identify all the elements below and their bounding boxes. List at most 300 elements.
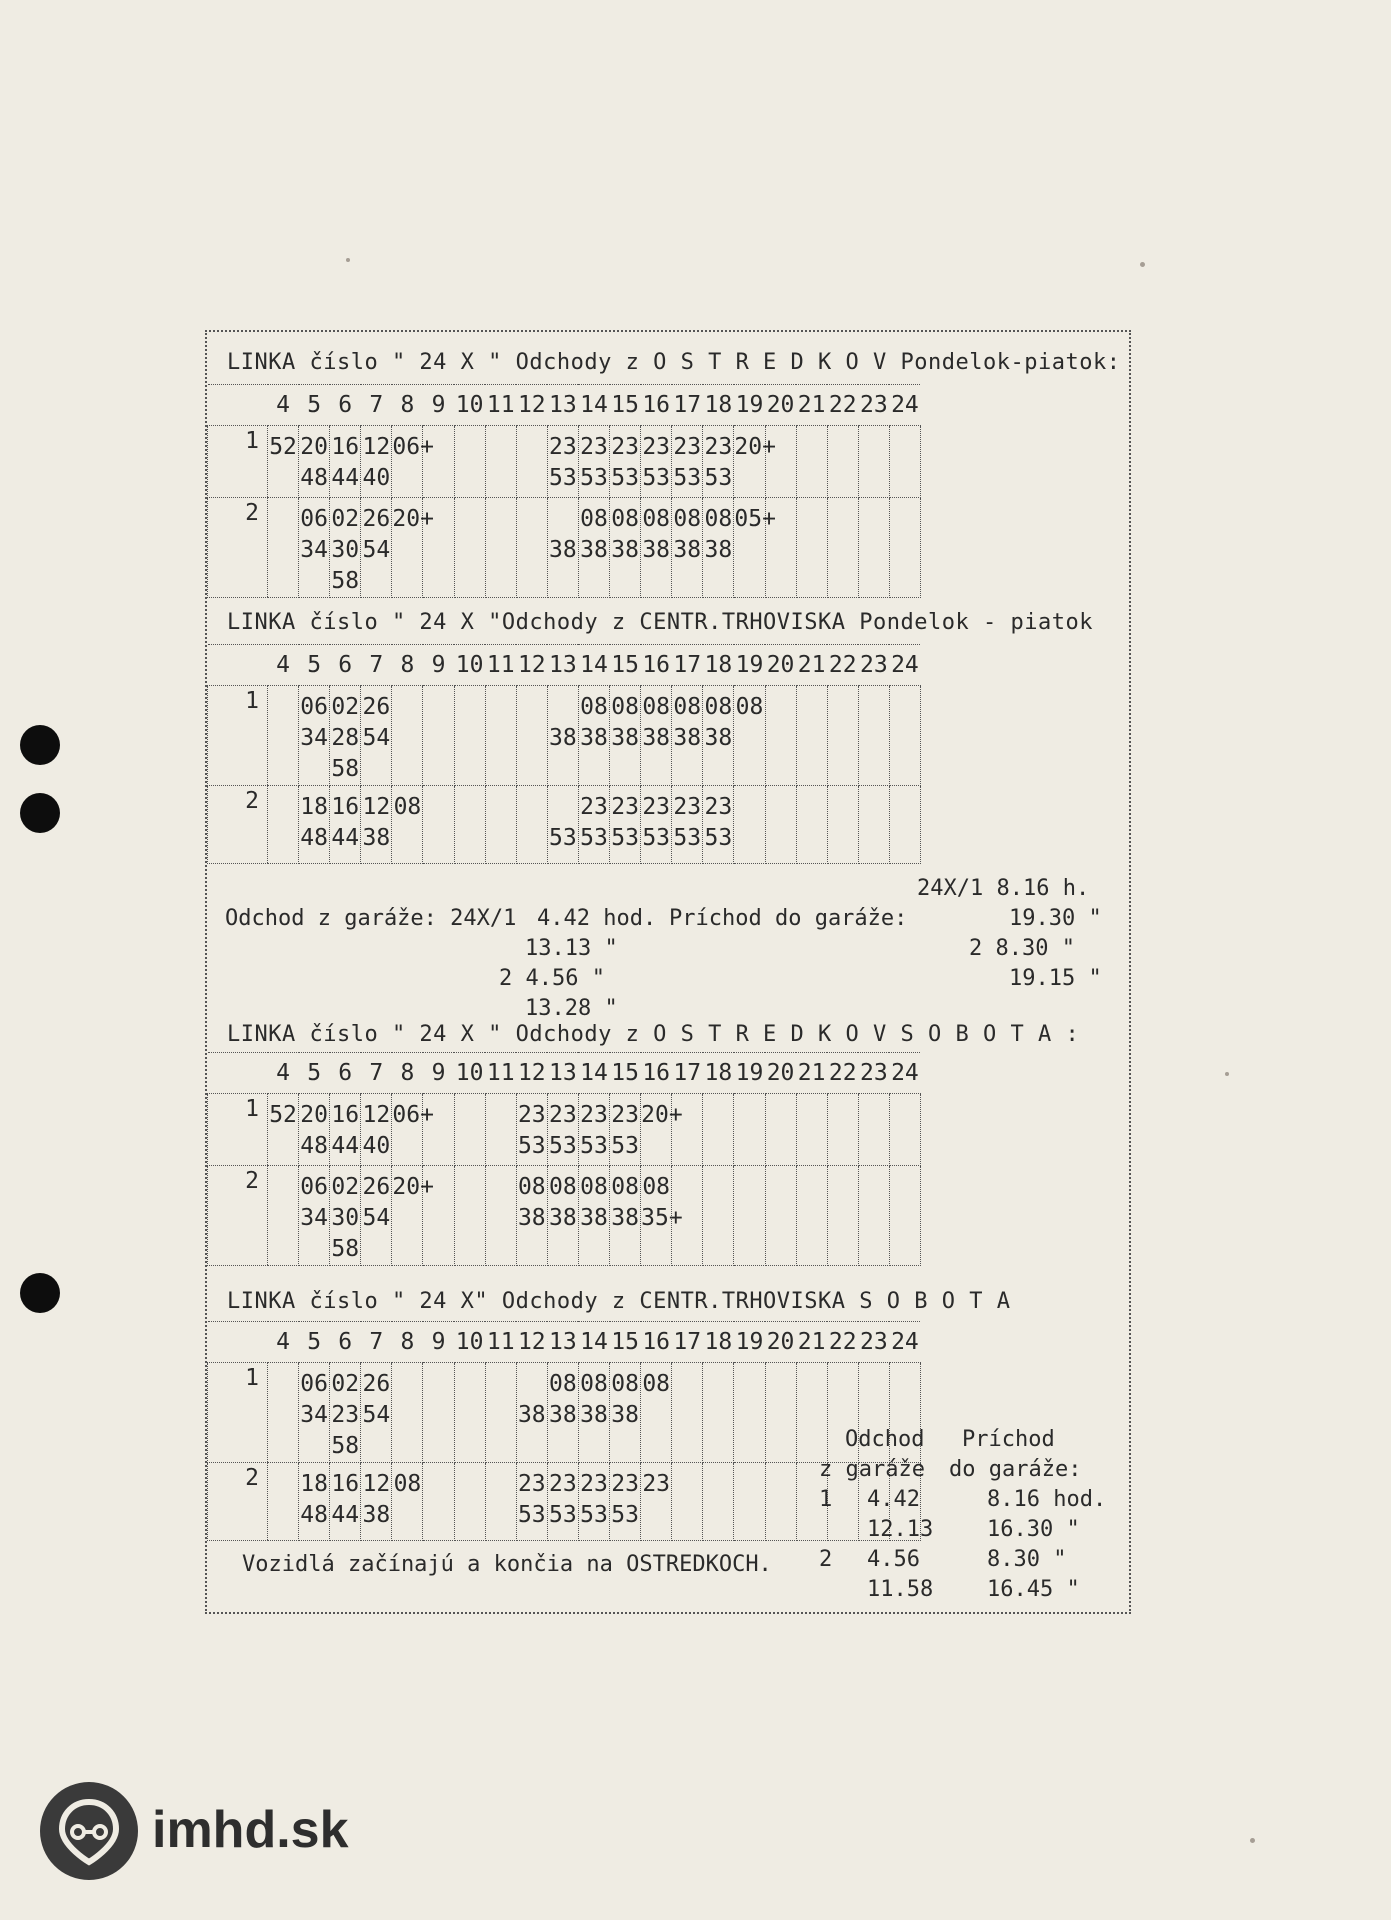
time-cell xyxy=(765,1463,796,1541)
time-cell xyxy=(361,426,392,498)
garage-out-time: 4.56 xyxy=(867,1547,920,1572)
departure-minute: 38 xyxy=(611,1402,639,1428)
departure-minute: 44 xyxy=(331,465,360,491)
departure-minute: 06+ xyxy=(392,434,434,460)
time-cell xyxy=(547,786,578,864)
departure-minute: 48 xyxy=(300,465,328,491)
departure-minute: 20 xyxy=(300,1102,328,1128)
time-cell xyxy=(703,1094,734,1166)
timetable-sheet xyxy=(205,330,1131,1614)
hour-header: 7 xyxy=(361,645,392,686)
time-cell xyxy=(672,426,703,498)
hour-header: 9 xyxy=(423,1053,454,1094)
row-label: 2 xyxy=(208,1463,268,1541)
punch-hole xyxy=(20,725,60,765)
hour-header: 19 xyxy=(734,385,765,426)
hour-header: 24 xyxy=(889,1053,920,1094)
time-cell xyxy=(392,1363,423,1463)
hour-header: 16 xyxy=(641,1053,672,1094)
hour-header: 6 xyxy=(330,1053,361,1094)
departure-minute: 26 xyxy=(362,506,391,532)
time-cell xyxy=(299,1363,330,1463)
departure-minute: 53 xyxy=(549,465,577,491)
departure-minute: 54 xyxy=(362,1205,391,1231)
hour-header: 20 xyxy=(765,385,796,426)
departure-minute: 38 xyxy=(704,725,733,751)
time-cell xyxy=(485,498,516,598)
time-cell xyxy=(796,1094,827,1166)
time-cell xyxy=(423,1463,454,1541)
time-cell xyxy=(547,1463,578,1541)
time-cell xyxy=(641,1166,683,1266)
departure-minute: 53 xyxy=(549,825,577,851)
time-cell xyxy=(610,426,641,498)
departure-minute: 34 xyxy=(300,1205,328,1231)
departure-minute: 12 xyxy=(362,1102,391,1128)
time-cell xyxy=(858,498,889,598)
hour-header: 18 xyxy=(703,1322,734,1363)
departure-minute: 53 xyxy=(580,1502,608,1528)
hour-header: 12 xyxy=(516,1322,547,1363)
departure-minute: 23 xyxy=(642,434,671,460)
time-cell xyxy=(610,786,641,864)
table-row xyxy=(208,1166,921,1266)
departure-minute: 58 xyxy=(331,756,360,782)
time-cell xyxy=(268,1094,299,1166)
departure-minute: 52 xyxy=(269,1102,297,1128)
time-cell xyxy=(889,426,920,498)
departure-minute: 34 xyxy=(300,537,328,563)
time-cell xyxy=(672,686,703,786)
time-cell xyxy=(672,1463,703,1541)
departure-minute: 30 xyxy=(331,537,360,563)
hour-header: 11 xyxy=(485,385,516,426)
time-cell xyxy=(330,686,361,786)
time-cell xyxy=(392,1166,434,1266)
time-cell xyxy=(827,786,858,864)
departure-minute: 02 xyxy=(331,506,360,532)
time-cell xyxy=(485,1363,516,1463)
time-cell xyxy=(765,1363,796,1463)
departure-minute: 38 xyxy=(362,1502,391,1528)
departure-minute: 08 xyxy=(704,506,733,532)
departure-minute: 23 xyxy=(549,1102,577,1128)
departure-minute: 23 xyxy=(517,1471,546,1497)
departure-minute: 38 xyxy=(580,537,608,563)
garage-in-time: 16.30 " xyxy=(987,1517,1080,1542)
departure-minute: 38 xyxy=(673,725,702,751)
garage-in-time: 8.16 hod. xyxy=(987,1487,1107,1512)
time-cell xyxy=(423,686,454,786)
time-cell xyxy=(485,1094,516,1166)
hour-header: 21 xyxy=(796,385,827,426)
time-cell xyxy=(516,686,547,786)
departure-minute: 35+ xyxy=(641,1205,683,1231)
odchod-head-2: z garáže xyxy=(819,1457,925,1482)
garage-in-label: Príchod do garáže: xyxy=(669,906,908,931)
departure-minute: 06 xyxy=(300,1174,328,1200)
time-cell xyxy=(765,786,796,864)
hour-header: 8 xyxy=(392,645,423,686)
timetable-table xyxy=(207,1052,921,1266)
section-title: LINKA číslo " 24 X " Odchody z O S T R E D K O V Pondelok-piatok: xyxy=(227,350,1121,375)
time-cell xyxy=(610,1094,641,1166)
time-cell xyxy=(268,686,299,786)
departure-minute: 26 xyxy=(362,1174,391,1200)
departure-minute: 38 xyxy=(673,537,702,563)
departure-minute: 53 xyxy=(673,825,702,851)
departure-minute: 12 xyxy=(362,794,391,820)
garage-in-1: 24X/1 8.16 h. xyxy=(917,876,1090,901)
hour-header: 18 xyxy=(703,1053,734,1094)
time-cell xyxy=(889,786,920,864)
time-cell xyxy=(889,1094,920,1166)
departure-minute: 08 xyxy=(580,506,608,532)
table-row xyxy=(208,1363,921,1463)
hour-header: 23 xyxy=(858,385,889,426)
time-cell xyxy=(547,498,578,598)
hour-header: 15 xyxy=(610,1053,641,1094)
garage-in-time: 16.45 " xyxy=(987,1577,1080,1602)
hour-header: 6 xyxy=(330,645,361,686)
hour-header: 21 xyxy=(796,1053,827,1094)
header-corner xyxy=(208,385,268,426)
hour-header: 8 xyxy=(392,385,423,426)
time-cell xyxy=(641,786,672,864)
hour-header: 10 xyxy=(454,385,485,426)
time-cell xyxy=(610,1166,641,1266)
header-corner xyxy=(208,1322,268,1363)
hour-header: 5 xyxy=(299,385,330,426)
time-cell xyxy=(578,1463,609,1541)
hour-header: 16 xyxy=(641,385,672,426)
time-cell xyxy=(796,1363,827,1463)
hour-header: 18 xyxy=(703,385,734,426)
time-cell xyxy=(392,1094,434,1166)
departure-minute: 53 xyxy=(549,1502,577,1528)
departure-minute: 20+ xyxy=(734,434,776,460)
hour-header: 12 xyxy=(516,645,547,686)
departure-minute: 38 xyxy=(362,825,391,851)
departure-minute: 38 xyxy=(549,1402,577,1428)
departure-minute xyxy=(517,1369,547,1400)
garage-out-time: 12.13 xyxy=(867,1517,934,1542)
time-cell xyxy=(578,498,609,598)
departure-minute: 38 xyxy=(642,725,671,751)
time-cell xyxy=(299,1463,330,1541)
departure-minute: 08 xyxy=(673,694,702,720)
departure-minute: 16 xyxy=(331,1471,360,1497)
time-cell xyxy=(610,498,641,598)
garage-out-2a: 2 4.56 " xyxy=(499,966,605,991)
departure-minute: 16 xyxy=(331,794,360,820)
timetable-table xyxy=(207,384,921,598)
departure-minute: 38 xyxy=(642,537,671,563)
time-cell xyxy=(516,1363,547,1463)
departure-minute: 30 xyxy=(331,1205,360,1231)
departure-minute: 05+ xyxy=(734,506,776,532)
time-cell xyxy=(268,786,299,864)
time-cell xyxy=(547,1363,578,1463)
departure-minute: 26 xyxy=(362,1371,391,1397)
time-cell xyxy=(734,686,765,786)
punch-hole xyxy=(20,793,60,833)
departure-minute: 16 xyxy=(331,434,360,460)
time-cell xyxy=(827,1166,858,1266)
time-cell xyxy=(392,426,434,498)
departure-minute: 53 xyxy=(642,825,671,851)
table-row xyxy=(208,426,921,498)
time-cell xyxy=(330,1094,361,1166)
departure-minute: 23 xyxy=(611,794,639,820)
timetable-table xyxy=(207,644,921,864)
departure-minute: 38 xyxy=(580,1402,608,1428)
departure-minute: 02 xyxy=(331,694,360,720)
departure-minute xyxy=(548,504,578,535)
logo-icon xyxy=(40,1782,138,1880)
time-cell xyxy=(578,686,609,786)
departure-minute: 48 xyxy=(300,1502,328,1528)
time-cell xyxy=(330,786,361,864)
hour-header: 4 xyxy=(268,385,299,426)
departure-minute: 53 xyxy=(611,825,639,851)
time-cell xyxy=(299,1094,330,1166)
table-row xyxy=(208,1463,921,1541)
departure-minute: 40 xyxy=(362,465,391,491)
time-cell xyxy=(703,686,734,786)
departure-minute: 20+ xyxy=(392,1174,434,1200)
departure-minute xyxy=(548,692,578,723)
time-cell xyxy=(516,498,547,598)
time-cell xyxy=(268,1363,299,1463)
departure-minute: 53 xyxy=(517,1133,546,1159)
departure-minute: 16 xyxy=(331,1102,360,1128)
departure-minute: 44 xyxy=(331,1502,360,1528)
hour-header: 13 xyxy=(547,645,578,686)
departure-minute: 08 xyxy=(611,1174,639,1200)
hour-header: 19 xyxy=(734,645,765,686)
departure-minute: 20+ xyxy=(641,1102,683,1128)
hour-header: 5 xyxy=(299,1322,330,1363)
departure-minute: 08 xyxy=(549,1371,577,1397)
row-label: 1 xyxy=(208,1094,268,1166)
hour-header: 11 xyxy=(485,1053,516,1094)
time-cell xyxy=(392,498,434,598)
time-cell xyxy=(299,1166,330,1266)
departure-minute: 53 xyxy=(673,465,702,491)
time-cell xyxy=(858,1166,889,1266)
hour-header: 15 xyxy=(610,645,641,686)
departure-minute: 08 xyxy=(735,694,764,720)
time-cell xyxy=(796,786,827,864)
time-cell xyxy=(330,498,361,598)
time-cell xyxy=(423,786,454,864)
time-cell xyxy=(485,786,516,864)
departure-minute: 53 xyxy=(580,825,608,851)
time-cell xyxy=(796,426,827,498)
hour-header: 22 xyxy=(827,385,858,426)
departure-minute: 23 xyxy=(673,434,702,460)
hour-header: 14 xyxy=(578,645,609,686)
row-label: 1 xyxy=(208,1363,268,1463)
departure-minute: 08 xyxy=(611,694,639,720)
hour-header: 24 xyxy=(889,645,920,686)
departure-minute: 08 xyxy=(549,1174,577,1200)
time-cell xyxy=(703,1363,734,1463)
departure-minute: 53 xyxy=(611,1502,639,1528)
time-cell xyxy=(858,1094,889,1166)
departure-minute: 23 xyxy=(704,434,733,460)
time-cell xyxy=(330,1166,361,1266)
time-cell xyxy=(578,1166,609,1266)
time-cell xyxy=(547,1166,578,1266)
time-cell xyxy=(578,786,609,864)
departure-minute: 23 xyxy=(580,794,608,820)
time-cell xyxy=(547,426,578,498)
hour-header: 14 xyxy=(578,1322,609,1363)
logo-text: imhd.sk xyxy=(152,1801,349,1859)
departure-minute: 02 xyxy=(331,1371,360,1397)
departure-minute: 06 xyxy=(300,694,328,720)
departure-minute: 08 xyxy=(642,506,671,532)
hour-header: 17 xyxy=(672,1322,703,1363)
time-cell xyxy=(858,786,889,864)
hour-header: 21 xyxy=(796,645,827,686)
footer-note: Vozidlá začínajú a končia na OSTREDKOCH. xyxy=(242,1552,772,1577)
hour-header: 13 xyxy=(547,1322,578,1363)
time-cell xyxy=(547,1094,578,1166)
departure-minute: 40 xyxy=(362,1133,391,1159)
garage-row-label: 2 xyxy=(819,1547,833,1572)
departure-minute: 44 xyxy=(331,1133,360,1159)
hour-header: 11 xyxy=(485,1322,516,1363)
time-cell xyxy=(330,426,361,498)
departure-minute: 12 xyxy=(362,1471,391,1497)
prichod-head: Príchod xyxy=(962,1427,1055,1452)
header-corner xyxy=(208,645,268,686)
time-cell xyxy=(299,686,330,786)
garage-out-2b: 13.28 " xyxy=(525,996,618,1021)
hour-header: 6 xyxy=(330,1322,361,1363)
hour-header: 23 xyxy=(858,1322,889,1363)
hour-header: 24 xyxy=(889,385,920,426)
hour-header: 18 xyxy=(703,645,734,686)
departure-minute: 08 xyxy=(611,506,639,532)
time-cell xyxy=(703,1463,734,1541)
time-cell xyxy=(330,1363,361,1463)
hour-header: 12 xyxy=(516,1053,547,1094)
departure-minute: 38 xyxy=(517,1205,546,1231)
time-cell xyxy=(734,786,765,864)
departure-minute: 23 xyxy=(580,434,608,460)
time-cell xyxy=(578,426,609,498)
time-cell xyxy=(734,498,776,598)
hour-header: 22 xyxy=(827,1053,858,1094)
time-cell xyxy=(672,786,703,864)
garage-out-1b: 13.13 " xyxy=(525,936,618,961)
departure-minute: 08 xyxy=(517,1174,546,1200)
time-cell xyxy=(703,426,734,498)
hour-header: 17 xyxy=(672,645,703,686)
departure-minute: 08 xyxy=(642,1174,671,1200)
time-cell xyxy=(889,498,920,598)
header-corner xyxy=(208,1053,268,1094)
time-cell xyxy=(641,426,672,498)
departure-minute: 48 xyxy=(300,1133,328,1159)
time-cell xyxy=(516,1166,547,1266)
garage-out-time: 4.42 xyxy=(867,1487,920,1512)
time-cell xyxy=(454,498,485,598)
section-title: LINKA číslo " 24 X" Odchody z CENTR.TRHOVISKA S O B O T A xyxy=(227,1289,1011,1314)
time-cell xyxy=(268,1463,299,1541)
time-cell xyxy=(858,686,889,786)
departure-minute: 26 xyxy=(362,694,391,720)
table-row xyxy=(208,1094,921,1166)
time-cell xyxy=(454,1463,485,1541)
hour-header: 20 xyxy=(765,1322,796,1363)
time-cell xyxy=(392,1463,423,1541)
departure-minute: 53 xyxy=(611,465,639,491)
hour-header: 17 xyxy=(672,1053,703,1094)
hour-header: 5 xyxy=(299,1053,330,1094)
departure-minute: 23 xyxy=(549,1471,577,1497)
hour-header: 14 xyxy=(578,1053,609,1094)
hour-header: 19 xyxy=(734,1053,765,1094)
hour-header: 7 xyxy=(361,385,392,426)
departure-minute: 08 xyxy=(393,1471,422,1497)
hour-header: 24 xyxy=(889,1322,920,1363)
departure-minute: 58 xyxy=(331,1236,360,1262)
departure-minute: 08 xyxy=(704,694,733,720)
time-cell xyxy=(765,1166,796,1266)
departure-minute: 34 xyxy=(300,1402,328,1428)
paper-speck xyxy=(1225,1072,1229,1076)
time-cell xyxy=(516,1094,547,1166)
departure-minute: 23 xyxy=(517,1102,546,1128)
departure-minute: 54 xyxy=(362,537,391,563)
departure-minute: 23 xyxy=(549,434,577,460)
departure-minute: 18 xyxy=(300,1471,328,1497)
departure-minute: 06 xyxy=(300,506,328,532)
hour-header: 13 xyxy=(547,385,578,426)
time-cell xyxy=(547,686,578,786)
time-cell xyxy=(641,1463,672,1541)
hour-header: 8 xyxy=(392,1322,423,1363)
hour-header: 10 xyxy=(454,645,485,686)
departure-minute: 53 xyxy=(704,825,733,851)
time-cell xyxy=(610,1363,641,1463)
departure-minute: 20 xyxy=(300,434,328,460)
departure-minute: 38 xyxy=(704,537,733,563)
departure-minute: 53 xyxy=(549,1133,577,1159)
time-cell xyxy=(454,786,485,864)
garage-out-time: 11.58 xyxy=(867,1577,934,1602)
time-cell xyxy=(268,426,299,498)
time-cell xyxy=(610,1463,641,1541)
departure-minute: 53 xyxy=(611,1133,639,1159)
time-cell xyxy=(796,498,827,598)
departure-minute: 48 xyxy=(300,825,328,851)
departure-minute: 52 xyxy=(269,434,297,460)
time-cell xyxy=(796,1166,827,1266)
time-cell xyxy=(734,1166,765,1266)
hour-header: 9 xyxy=(423,645,454,686)
odchod-head: Odchod xyxy=(845,1427,925,1452)
hour-header: 15 xyxy=(610,385,641,426)
hour-header: 16 xyxy=(641,645,672,686)
time-cell xyxy=(889,686,920,786)
time-cell xyxy=(361,686,392,786)
